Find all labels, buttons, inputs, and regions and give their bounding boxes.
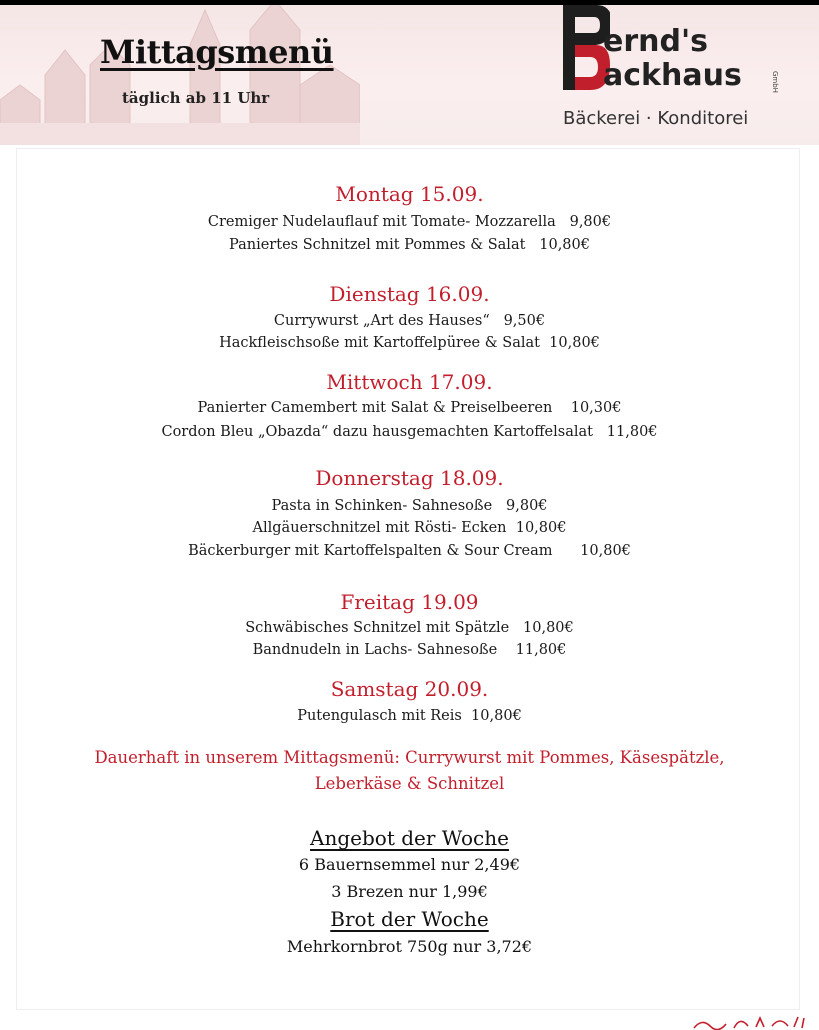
day-heading-friday: Freitag 19.09 — [340, 590, 479, 614]
permanent-menu-note: Dauerhaft in unserem Mittagsmenü: Currywurst mit Pommes, Käsespätzle, — [94, 748, 725, 767]
menu-item: Putengulasch mit Reis 10,80€ — [297, 708, 522, 724]
day-heading-saturday: Samstag 20.09. — [330, 677, 489, 701]
menu-item: Currywurst „Art des Hauses“ 9,50€ — [273, 313, 546, 329]
menu-header — [0, 5, 819, 145]
weekly-offer-item: 3 Brezen nur 1,99€ — [331, 882, 488, 901]
town-skyline-illustration — [0, 5, 360, 145]
logo-line-2: ackhaus — [603, 58, 742, 93]
logo-tagline: Bäckerei · Konditorei — [563, 108, 749, 129]
menu-item: Bäckerburger mit Kartoffelspalten & Sour Cream 10,80€ — [188, 543, 631, 559]
menu-item: Pasta in Schinken- Sahnesoße 9,80€ — [271, 498, 548, 514]
opening-time: täglich ab 11 Uhr — [122, 89, 270, 107]
menu-item: Hackfleischsoße mit Kartoffelpüree & Salat 10,80€ — [219, 335, 600, 351]
menu-item: Allgäuerschnitzel mit Rösti- Ecken 10,80€ — [252, 520, 567, 536]
bread-of-week-heading: Brot der Woche — [330, 907, 489, 931]
day-heading-monday: Montag 15.09. — [335, 182, 484, 206]
day-heading-tuesday: Dienstag 16.09. — [329, 282, 490, 306]
menu-item: Schwäbisches Schnitzel mit Spätzle 10,80€ — [245, 620, 574, 636]
menu-item: Paniertes Schnitzel mit Pommes & Salat 10,80€ — [229, 237, 590, 253]
permanent-menu-note: Leberkäse & Schnitzel — [314, 774, 505, 793]
day-heading-wednesday: Mittwoch 17.09. — [326, 370, 493, 394]
weekly-offer-item: 6 Bauernsemmel nur 2,49€ — [298, 855, 521, 874]
menu-item: Cordon Bleu „Obazda“ dazu hausgemachten Kartoffelsalat 11,80€ — [161, 424, 658, 440]
menu-item: Panierter Camembert mit Salat & Preiselbeeren 10,30€ — [197, 400, 622, 416]
logo-gmbh: GmbH — [771, 71, 779, 93]
day-heading-thursday: Donnerstag 18.09. — [315, 466, 504, 490]
menu-item: Cremiger Nudelauflauf mit Tomate- Mozzarella 9,80€ — [207, 214, 612, 230]
logo-line-1: ernd's — [603, 24, 709, 59]
bread-of-week-item: Mehrkornbrot 750g nur 3,72€ — [286, 937, 533, 956]
menu-item: Bandnudeln in Lachs- Sahnesoße 11,80€ — [252, 642, 567, 658]
page-title: Mittagsmenü — [100, 33, 334, 71]
bakery-logo — [560, 5, 810, 145]
weekly-offer-heading: Angebot der Woche — [310, 826, 509, 850]
footer-scribble-icon — [690, 1012, 810, 1030]
